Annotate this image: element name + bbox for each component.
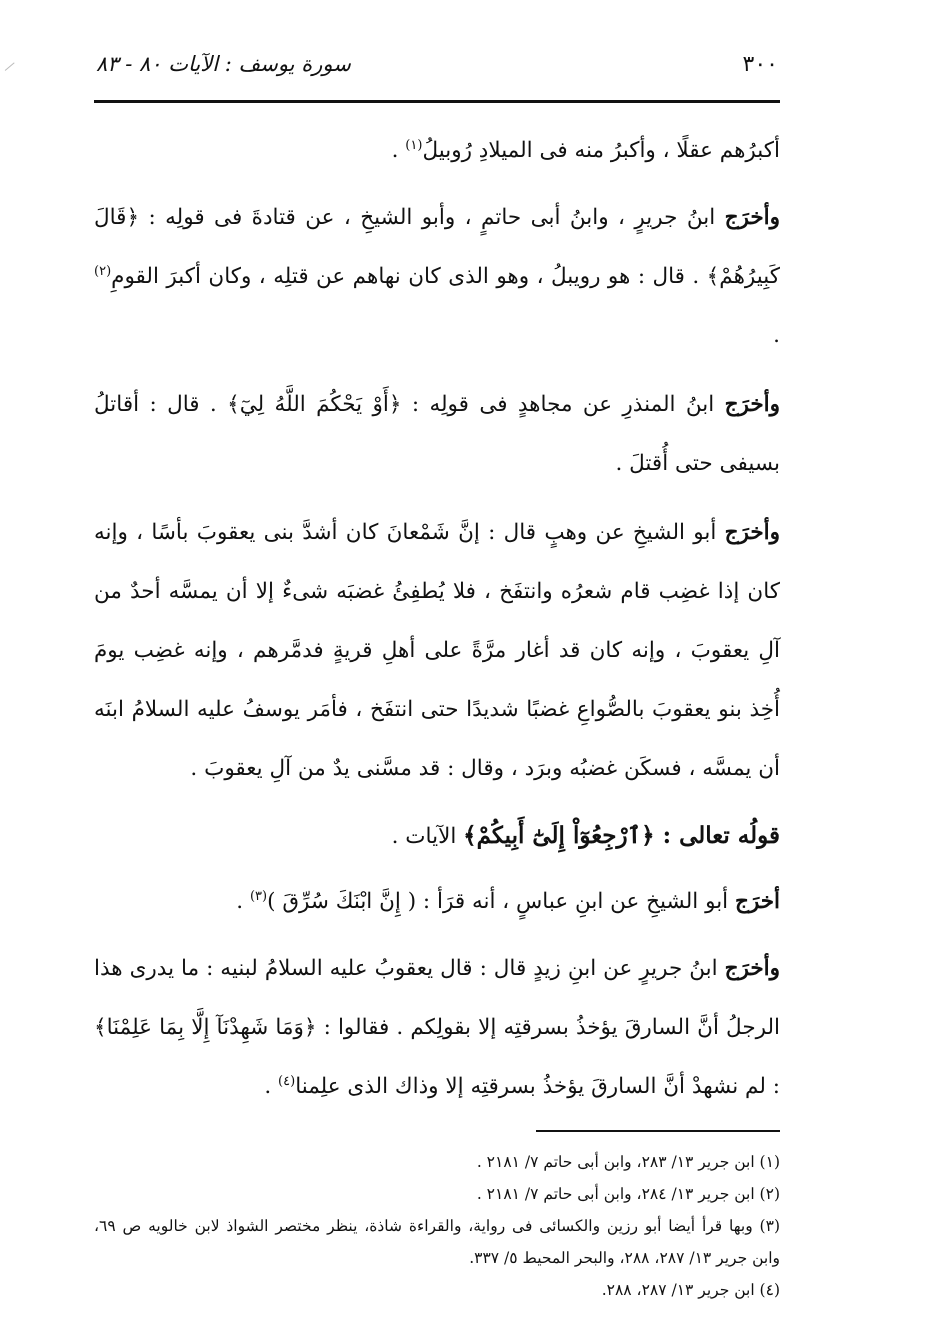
paragraph-end: . [391, 138, 406, 163]
paragraph-lead: وأخرَج [724, 520, 780, 545]
paragraph-end: . [264, 1074, 279, 1099]
paragraph-lead: وأخرَج [724, 956, 780, 981]
page-number: ٣٠٠ [742, 52, 778, 77]
book-page [94, 52, 780, 1306]
paragraph-end: . [236, 889, 250, 914]
paragraph-text: أكبرُهم عقلًا ، وأكبرُ منه فى الميلادِ رُوبيلُ [422, 138, 780, 163]
paragraph [94, 939, 780, 1116]
body-text [94, 123, 780, 1116]
footnote: (٤) ابن جرير ١٣/ ٢٨٧، ٢٨٨. [601, 1281, 780, 1299]
running-header [94, 52, 780, 96]
paragraph-lead: وأخرَج [724, 205, 780, 230]
paragraph-text: أبو الشيخِ عن وهبٍ قال : إنَّ شَمْعانَ كان أشدَّ بنى يعقوبَ بأسًا ، وإنه كان إذا غضِب قام شعرُه وانتفَخ ، فلا يُطفِئُ غضبَه شىءٌ إلا أن يمسَّه أحدٌ من آلِ يعقوبَ ، وإنه كان قد أغار مرَّةً على أهلِ قريةٍ فدمَّرهم ، وإنه غضِب يومَ أُخِذ بنو يعقوبَ بالصُّواعِ غضبًا شديدًا حتى انتفَخ ، فأمَر يوسفُ عليه السلامُ ابنَه أن يمسَّه ، فسكَن غضبُه وبرَد ، وقال : قد مسَّنى يدٌ من آلِ يعقوبَ . [94, 520, 780, 781]
paragraph-text: ابنُ جريرٍ عن ابنِ زيدٍ قال : قال يعقوبُ عليه السلامُ لبنيه : ما يدرى هذا الرجلُ أنَّ السارقَ يؤخذُ بسرقتِه إلا بقولِكم . فقالوا : ﴿وَمَا شَهِدْنَآ إِلَّا بِمَا عَلِمْنَا﴾ : لم نشهدْ أنَّ السارقَ يؤخذُ بسرقتِه إلا وذاك الذى علِمنا [94, 956, 780, 1099]
footnote: (٣) وبها قرأ أيضا أبو رزين والكسائى فى رواية، والقراءة شاذة، ينظر مختصر الشواذ لابن خالويه ص ٦٩، وابن جرير ١٣/ ٢٨٧، ٢٨٨، والبحر المحيط ٥/ ٣٣٧. [94, 1217, 780, 1267]
section-heading-end: الآيات . [391, 824, 464, 849]
section-heading-verse: ﴿ٱرْجِعُوٓاْ إِلَىٰٓ أَبِيكُمْ﴾ [463, 822, 663, 849]
footnote-ref[interactable]: (٣) [249, 888, 268, 904]
paragraph [94, 874, 780, 929]
footnote-ref[interactable]: (١) [405, 137, 423, 153]
footnote: (١) ابن جرير ١٣/ ٢٨٣، وابن أبى حاتم ٧/ ٢١٨١ . [476, 1153, 780, 1171]
paragraph-text: أبو الشيخِ عن ابنِ عباسٍ ، أنه قرَأ : ( إِنَّ ابْنَكَ سُرِّقَ ) [267, 889, 735, 914]
running-title: سورة يوسف : الآيات ٨٠ - ٨٣ [96, 52, 351, 76]
paragraph [94, 123, 780, 178]
footnote-ref[interactable]: (٤) [278, 1073, 296, 1089]
section-heading [94, 808, 780, 864]
margin-mark [5, 62, 15, 71]
paragraph-text: ابنُ جريرٍ ، وابنُ أبى حاتمٍ ، وأبو الشيخِ ، عن قتادةَ فى قولِه : ﴿قَالَ كَبِيرُهُمْ﴾ . قال : هو رويبلُ ، وهو الذى كان نهاهم عن قتلِه ، وكان أكبرَ القومِ [94, 205, 780, 289]
section-heading-label: قولُه تعالى : [662, 822, 780, 849]
footnote: (٢) ابن جرير ١٣/ ٢٨٤، وابن أبى حاتم ٧/ ٢١٨١ . [476, 1185, 780, 1203]
paragraph-text: ابنُ المنذرِ عن مجاهدٍ فى قولِه : ﴿أَوْ يَحْكُمَ اللَّهُ لِيٓ﴾ . قال : أقاتلُ بسيفى حتى أُقتلَ . [94, 392, 780, 476]
paragraph [94, 503, 780, 798]
footnote-rule [536, 1130, 780, 1132]
paragraph-end: . [773, 323, 780, 348]
paragraph-lead: وأخرَج [724, 392, 780, 417]
paragraph [94, 188, 780, 365]
paragraph [94, 375, 780, 493]
paragraph-lead: أخرَج [734, 889, 780, 914]
header-rule [94, 100, 780, 103]
footnote-ref[interactable]: (٢) [94, 263, 112, 279]
footnotes [94, 1146, 780, 1306]
